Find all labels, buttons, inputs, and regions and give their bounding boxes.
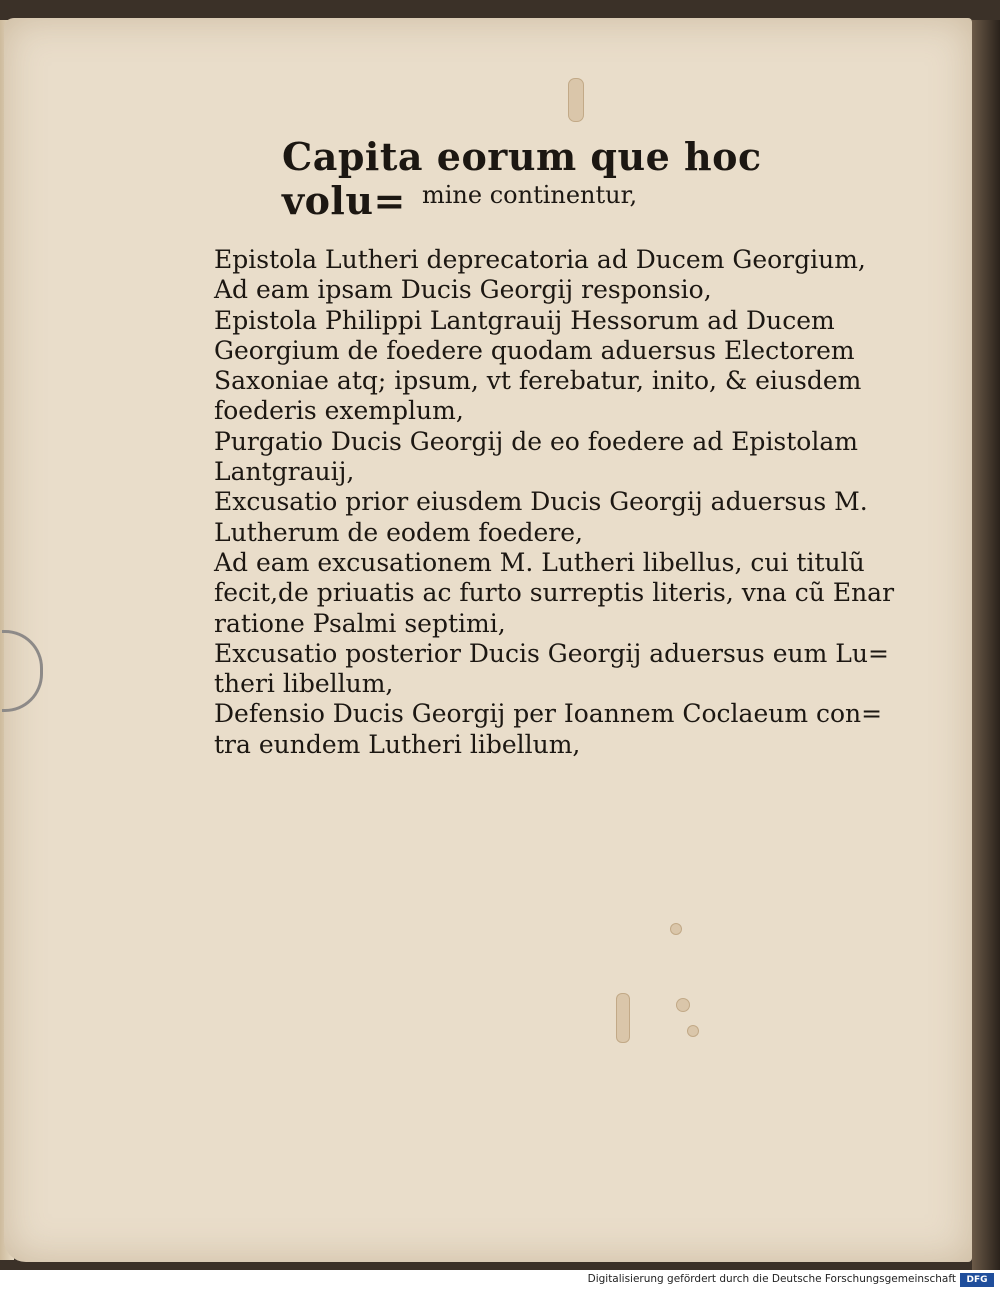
stain-spot xyxy=(568,78,584,122)
contents-line: Georgium de foedere quodam aduersus Electorem xyxy=(214,335,855,365)
contents-line: Lutherum de eodem foedere, xyxy=(214,517,583,547)
contents-line: Purgatio Ducis Georgij de eo foedere ad Epistolam xyxy=(214,426,858,456)
contents-list xyxy=(214,245,895,760)
contents-line: ratione Psalmi septimi, xyxy=(214,608,506,638)
contents-line: Epistola Lutheri deprecatoria ad Ducem Georgium, xyxy=(214,245,866,274)
contents-line: Excusatio prior eiusdem Ducis Georgij aduersus M. xyxy=(214,487,868,517)
contents-line: Epistola Philippi Lantgrauij Hessorum ad Ducem xyxy=(214,305,835,335)
stain-spot xyxy=(670,923,682,935)
funding-notice: Digitalisierung gefördert durch die Deutsche Forschungsgemeinschaft xyxy=(587,1273,956,1285)
contents-line: Excusatio posterior Ducis Georgij aduersus eum Lu= xyxy=(214,638,889,668)
page-title-continuation: mine continentur, xyxy=(422,181,638,209)
footer-bar xyxy=(0,1270,1000,1291)
stain-spot xyxy=(616,993,630,1043)
contents-line: theri libellum, xyxy=(214,669,394,699)
contents-line: Saxoniae atq; ipsum, vt ferebatur, inito, & eiusdem xyxy=(214,366,862,396)
contents-line: Lantgrauij, xyxy=(214,457,355,487)
dfg-logo: DFG xyxy=(960,1273,994,1287)
contents-line: fecit,de priuatis ac furto surreptis literis, vna cũ Enar xyxy=(214,578,895,608)
contents-line: Ad eam ipsam Ducis Georgij responsio, xyxy=(214,275,712,305)
book-edge-right xyxy=(972,20,1000,1270)
contents-line: Defensio Ducis Georgij per Ioannem Coclaeum con= xyxy=(214,699,883,729)
stain-spot xyxy=(676,998,690,1012)
contents-line: foederis exemplum, xyxy=(214,396,464,426)
contents-line: Ad eam excusationem M. Lutheri libellus, cui titulũ xyxy=(214,547,865,577)
contents-line: tra eundem Lutheri libellum, xyxy=(214,729,581,759)
page-title: Capita eorum que hoc volu= xyxy=(282,134,762,223)
stain-spot xyxy=(687,1025,699,1037)
